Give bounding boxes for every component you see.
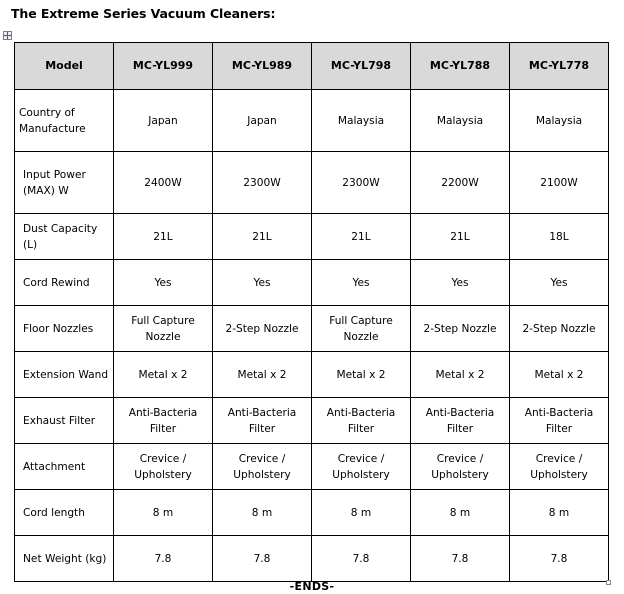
table-cell: 7.8 [213,536,312,582]
row-label: Exhaust Filter [15,398,114,444]
row-label: Extension Wand [15,352,114,398]
table-cell: Yes [510,260,609,306]
table-move-handle-icon[interactable] [3,31,12,40]
move-cross-icon [4,32,11,39]
table-cell: Full Capture Nozzle [114,306,213,352]
table-cell: 21L [114,214,213,260]
header-cell-model-4: MC-YL788 [411,43,510,90]
table-cell: Anti-Bacteria Filter [213,398,312,444]
header-cell-model: Model [15,43,114,90]
header-cell-model-3: MC-YL798 [312,43,411,90]
table-cell: 2100W [510,152,609,214]
table-cell: 8 m [114,490,213,536]
table-row [15,152,609,214]
table-cell: 2-Step Nozzle [411,306,510,352]
table-cell: 8 m [213,490,312,536]
table-cell: 8 m [510,490,609,536]
header-cell-model-5: MC-YL778 [510,43,609,90]
table-cell: 21L [312,214,411,260]
table-row [15,214,609,260]
row-label: Attachment [15,444,114,490]
row-label: Net Weight (kg) [15,536,114,582]
table-row [15,90,609,152]
table-cell: Metal x 2 [312,352,411,398]
table-cell: Japan [114,90,213,152]
table-row [15,444,609,490]
table-cell: Anti-Bacteria Filter [411,398,510,444]
table-cell: 2300W [312,152,411,214]
table-cell: 8 m [411,490,510,536]
table-row [15,260,609,306]
table-cell: 2200W [411,152,510,214]
table-row [15,306,609,352]
table-cell: 7.8 [114,536,213,582]
table-header-row [15,43,609,90]
table-cell: Crevice / Upholstery [213,444,312,490]
row-label: Cord length [15,490,114,536]
table-cell: Metal x 2 [510,352,609,398]
table-cell: 21L [213,214,312,260]
table-cell: Yes [213,260,312,306]
table-cell: Metal x 2 [213,352,312,398]
table-cell: Yes [114,260,213,306]
table-cell: 21L [411,214,510,260]
table-cell: 7.8 [312,536,411,582]
table-cell: Anti-Bacteria Filter [510,398,609,444]
table-cell: 7.8 [510,536,609,582]
table-cell: Yes [411,260,510,306]
row-label: Country of Manufacture [15,90,114,152]
table-cell: Malaysia [312,90,411,152]
table-cell: Full Capture Nozzle [312,306,411,352]
table-row [15,536,609,582]
table-cell: Japan [213,90,312,152]
table-cell: Metal x 2 [411,352,510,398]
table-cell: Crevice / Upholstery [312,444,411,490]
header-cell-model-1: MC-YL999 [114,43,213,90]
table-row [15,352,609,398]
table-cell: Anti-Bacteria Filter [114,398,213,444]
table-cell: Yes [312,260,411,306]
table-cell: Crevice / Upholstery [510,444,609,490]
table-cell: Malaysia [510,90,609,152]
table-resize-handle[interactable] [606,580,611,585]
header-cell-model-2: MC-YL989 [213,43,312,90]
row-label: Cord Rewind [15,260,114,306]
table-cell: 8 m [312,490,411,536]
table-cell: 7.8 [411,536,510,582]
table-cell: 2300W [213,152,312,214]
table-cell: Malaysia [411,90,510,152]
table-cell: Crevice / Upholstery [114,444,213,490]
table-cell: 2400W [114,152,213,214]
document-title: The Extreme Series Vacuum Cleaners: [11,6,276,21]
table-cell: 2-Step Nozzle [510,306,609,352]
ends-marker: -ENDS- [289,580,335,593]
table-row [15,490,609,536]
table-cell: 18L [510,214,609,260]
row-label: Floor Nozzles [15,306,114,352]
row-label: Input Power (MAX) W [15,152,114,214]
row-label: Dust Capacity (L) [15,214,114,260]
table-row [15,398,609,444]
table-cell: 2-Step Nozzle [213,306,312,352]
table-cell: Crevice / Upholstery [411,444,510,490]
table-cell: Metal x 2 [114,352,213,398]
specification-table [14,42,609,582]
table-cell: Anti-Bacteria Filter [312,398,411,444]
